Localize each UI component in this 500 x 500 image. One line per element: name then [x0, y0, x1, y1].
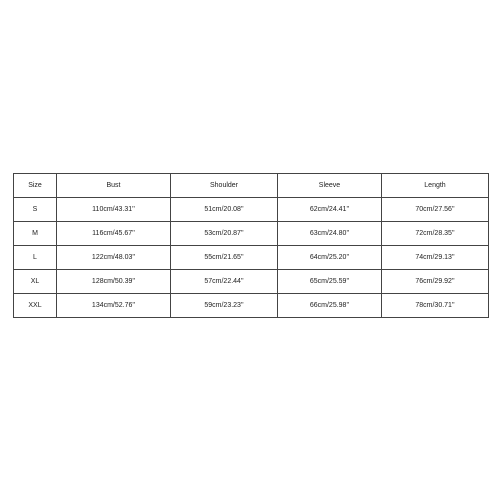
cell-shoulder: 51cm/20.08'' [171, 198, 278, 222]
header-sleeve: Sleeve [278, 174, 382, 198]
cell-size: S [14, 198, 57, 222]
header-shoulder: Shoulder [171, 174, 278, 198]
cell-shoulder: 53cm/20.87'' [171, 222, 278, 246]
cell-sleeve: 64cm/25.20'' [278, 246, 382, 270]
cell-bust: 128cm/50.39'' [57, 270, 171, 294]
cell-bust: 122cm/48.03'' [57, 246, 171, 270]
cell-size: M [14, 222, 57, 246]
cell-sleeve: 66cm/25.98'' [278, 294, 382, 318]
cell-size: XL [14, 270, 57, 294]
table-row [14, 246, 489, 270]
cell-sleeve: 65cm/25.59'' [278, 270, 382, 294]
table-row [14, 270, 489, 294]
cell-length: 76cm/29.92'' [382, 270, 489, 294]
table-row [14, 198, 489, 222]
table-header-row [14, 174, 489, 198]
cell-length: 72cm/28.35'' [382, 222, 489, 246]
cell-length: 70cm/27.56'' [382, 198, 489, 222]
cell-bust: 110cm/43.31'' [57, 198, 171, 222]
cell-size: XXL [14, 294, 57, 318]
table-row [14, 222, 489, 246]
cell-length: 78cm/30.71'' [382, 294, 489, 318]
cell-bust: 116cm/45.67'' [57, 222, 171, 246]
cell-bust: 134cm/52.76'' [57, 294, 171, 318]
header-bust: Bust [57, 174, 171, 198]
header-size: Size [14, 174, 57, 198]
cell-sleeve: 63cm/24.80'' [278, 222, 382, 246]
cell-shoulder: 55cm/21.65'' [171, 246, 278, 270]
table-row [14, 294, 489, 318]
cell-size: L [14, 246, 57, 270]
header-length: Length [382, 174, 489, 198]
cell-sleeve: 62cm/24.41'' [278, 198, 382, 222]
cell-length: 74cm/29.13'' [382, 246, 489, 270]
size-chart-table [13, 173, 489, 318]
cell-shoulder: 57cm/22.44'' [171, 270, 278, 294]
cell-shoulder: 59cm/23.23'' [171, 294, 278, 318]
